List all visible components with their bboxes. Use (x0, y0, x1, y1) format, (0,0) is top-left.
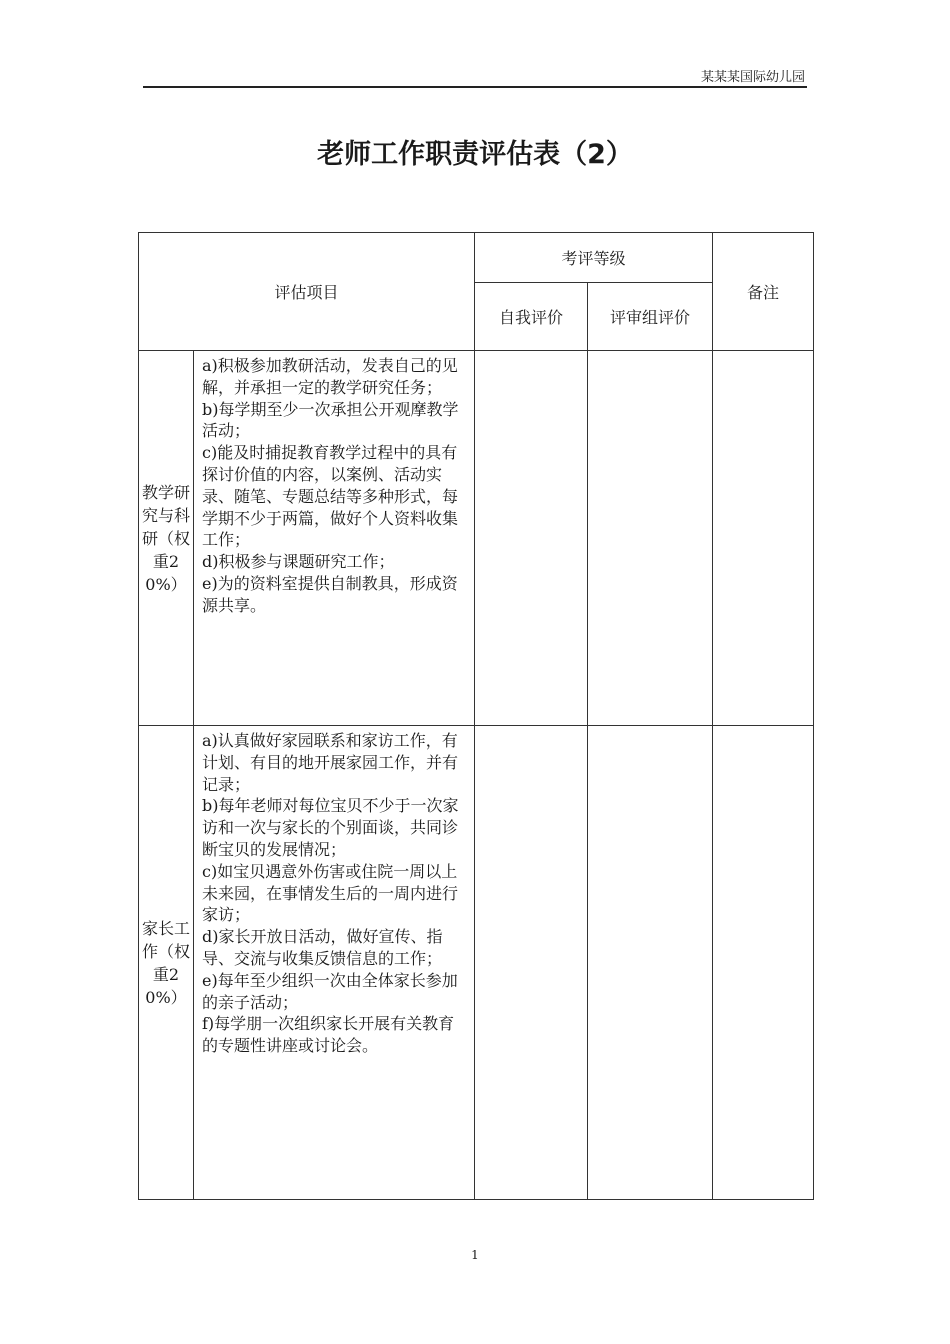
self-eval-cell[interactable] (475, 351, 588, 726)
list-item: e)为的资料室提供自制教具，形成资源共享。 (202, 573, 458, 615)
list-item: f)每学朋一次组织家长开展有关教育的专题性讲座或讨论会。 (202, 1014, 455, 1056)
header-cell-self: 自我评价 (475, 283, 588, 351)
row-items (194, 726, 475, 1200)
list-item: d)家长开放日活动，做好宣传、指导、交流与收集反馈信息的工作； (202, 927, 443, 968)
note-cell[interactable] (713, 726, 814, 1200)
header-org-name: 某某某国际幼儿园 (700, 70, 805, 85)
review-eval-cell[interactable] (588, 726, 713, 1200)
header-cell-grade: 考评等级 (475, 233, 713, 283)
list-item: d)积极参与课题研究工作； (202, 552, 395, 572)
self-eval-cell[interactable] (475, 726, 588, 1200)
list-item: b)每年老师对每位宝贝不少于一次家访和一次与家长的个别面谈，共同诊断宝贝的发展情况； (202, 796, 459, 859)
table-row (139, 351, 814, 726)
list-item: b)每学期至少一次承担公开观摩教学活动； (202, 399, 459, 441)
review-eval-cell[interactable] (588, 351, 713, 726)
note-cell[interactable] (713, 351, 814, 726)
list-item: a)认真做好家园联系和家访工作，有计划、有目的地开展家园工作，并有记录； (202, 731, 459, 794)
list-item: c)如宝贝遇意外伤害或住院一周以上未来园，在事情发生后的一周内进行家访； (202, 861, 459, 925)
list-item: c)能及时捕捉教育教学过程中的具有探讨价值的内容，以案例、活动实录、随笔、专题总结等多种形式，每学期不少于两篇，做好个人资料收集工作； (202, 443, 459, 550)
table-header-row (139, 233, 814, 283)
table-row (139, 726, 814, 1200)
row-category: 家长工作（权重20%） (139, 726, 194, 1200)
page-number: 1 (471, 1248, 479, 1262)
evaluation-table (138, 232, 814, 1200)
row-category: 教学研究与科研（权重20%） (139, 351, 194, 726)
header-divider (143, 86, 807, 88)
header-cell-review: 评审组评价 (588, 283, 713, 351)
list-item: e)每年至少组织一次由全体家长参加的亲子活动； (202, 970, 458, 1012)
row-items (194, 351, 475, 726)
list-item: a)积极参加教研活动，发表自己的见解，并承担一定的教学研究任务； (202, 356, 458, 397)
page-title: 老师工作职责评估表（2） (317, 139, 633, 170)
header-cell-item: 评估项目 (139, 233, 475, 351)
header-cell-note: 备注 (713, 233, 814, 351)
